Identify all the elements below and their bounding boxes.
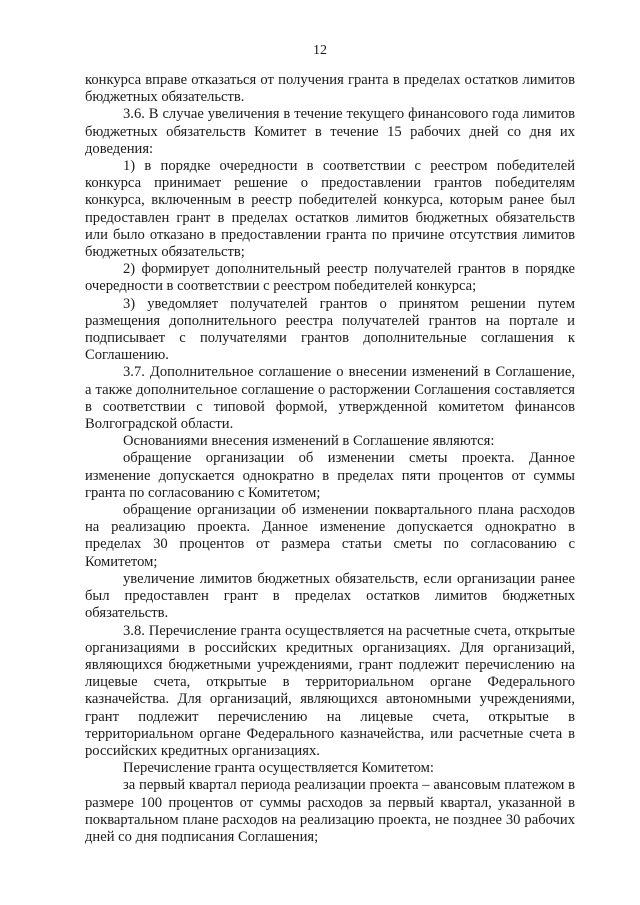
paragraph-3-6: 3.6. В случае увеличения в течение текущего финансового года лимитов бюджетных обязательств Комитет в течение 15 рабочих дней со дня их доведения: xyxy=(85,106,575,157)
paragraph-amendment-grounds: Основаниями внесения изменений в Соглашение являются: xyxy=(123,433,495,450)
paragraph-3-8: 3.8. Перечисление гранта осуществляется на расчетные счета, открытые организациями в российских кредитных организациях. Для организаций, являющихся бюджетными учреждениями, грант подлежит перечислению на лицевые счета, открытые в территориальном органе Федерального казначейства. Для организаций, являющихся автономными учреждениями, грант подлежит перечислению на лицевые счета, открытые в территориальном органе Федерального казначейства, или расчетные счета в российских кредитных организациях. xyxy=(85,622,575,759)
paragraph-transfer-intro: Перечисление гранта осуществляется Комитетом: xyxy=(123,760,434,777)
page-number: 12 xyxy=(313,43,327,58)
paragraph-ground-estimate-change: обращение организации об изменении сметы проекта. Данное изменение допускается однократно в пределах пяти процентов от суммы гранта по согласованию с Комитетом; xyxy=(85,450,575,501)
paragraph-continuation: конкурса вправе отказаться от получения гранта в пределах остатков лимитов бюджетных обязательств. xyxy=(85,72,575,106)
document-body xyxy=(85,72,575,846)
paragraph-first-quarter-advance: за первый квартал периода реализации проекта – авансовым платежом в размере 100 процентов от суммы расходов за первый квартал, указанной в поквартальном плане расходов на реализацию проекта, не позднее 30 рабочих дней со дня подписания Соглашения; xyxy=(85,777,575,845)
paragraph-3-7: 3.7. Дополнительное соглашение о внесении изменений в Соглашение, а также дополнительное соглашение о расторжении Соглашения составляется в соответствии с типовой формой, утвержденной комитетом финансов Волгоградской области. xyxy=(85,364,575,433)
paragraph-3-6-item-1: 1) в порядке очередности в соответствии с реестром победителей конкурса принимает решение о предоставлении грантов победителям конкурса, включенным в реестр победителей конкурса, которым ранее был предоставлен грант в пределах остатков лимитов бюджетных обязательств или было отказано в предоставлении гранта по причине отсутствия лимитов бюджетных обязательств; xyxy=(85,158,575,261)
paragraph-ground-limits-increase: увеличение лимитов бюджетных обязательств, если организации ранее был предоставлен грант в пределах остатков лимитов бюджетных обязательств. xyxy=(85,570,575,622)
paragraph-3-6-item-2: 2) формирует дополнительный реестр получателей грантов в порядке очередности в соответствии с реестром победителей конкурса; xyxy=(85,261,575,295)
paragraph-ground-quarterly-plan-change: обращение организации об изменении поквартального плана расходов на реализацию проекта. Данное изменение допускается однократно в пределах 30 процентов от размера статьи сметы по согласованию с Комитетом; xyxy=(85,502,575,570)
paragraph-3-6-item-3: 3) уведомляет получателей грантов о принятом решении путем размещения дополнительного реестра получателей грантов на портале и подписывает с получателями грантов дополнительные соглашения к Соглашению. xyxy=(85,295,575,364)
